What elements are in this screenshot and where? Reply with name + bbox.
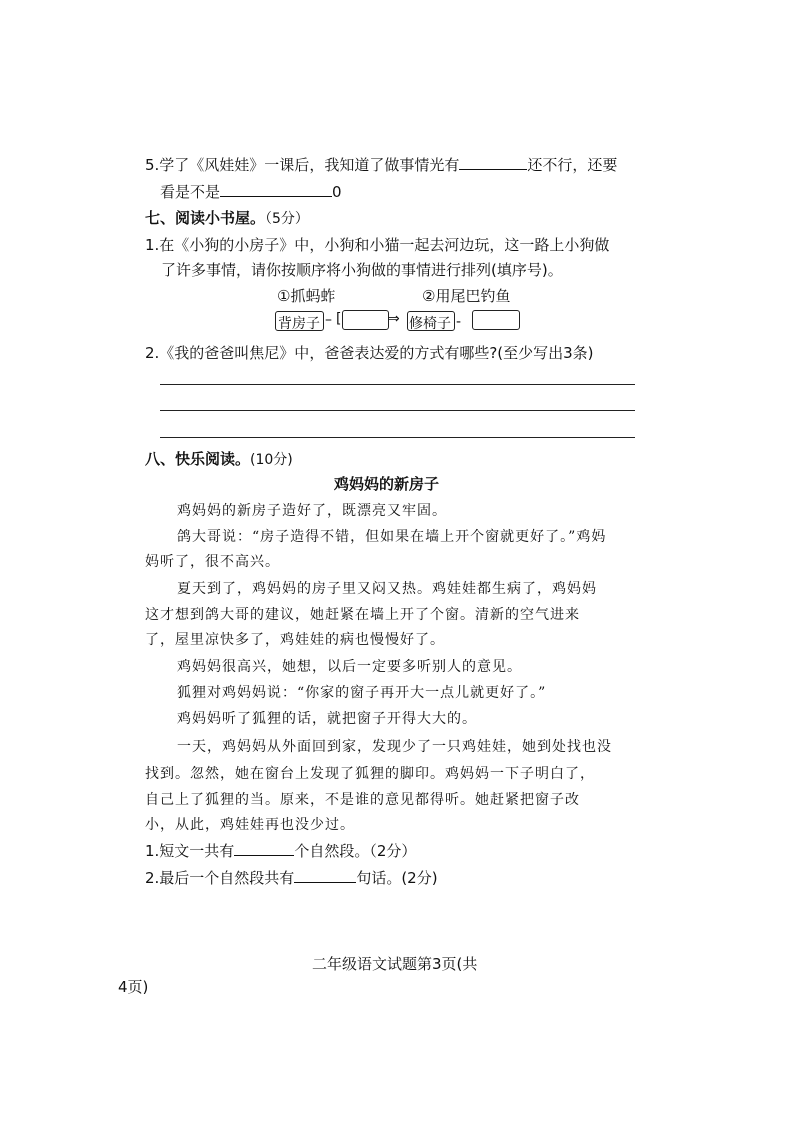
section7-heading: 七、阅读小书屋。（5分） <box>145 209 309 227</box>
story-p3-line1: 夏天到了，鸡妈妈的房子里又闷又热。鸡娃娃都生病了，鸡妈妈 <box>177 581 597 597</box>
seq-dash-1: – <box>325 312 332 328</box>
s7-option-2: ②用尾巴钓鱼 <box>422 287 511 305</box>
seq-dash-2: - <box>456 314 462 330</box>
story-p7-line2: 找到。忽然，她在窗台上发现了狐狸的脚印。鸡妈妈一下子明白了， <box>145 766 595 782</box>
seq-box-2-answer[interactable] <box>342 310 389 330</box>
seq-item-3: 修椅子 <box>409 316 451 332</box>
answer-line-1[interactable] <box>160 384 635 385</box>
story-p5: 狐狸对鸡妈妈说：“你家的窗子再开大一点儿就更好了。” <box>177 685 547 701</box>
s8-q1: 1.短文一共有 个自然段。（2分） <box>145 842 417 860</box>
story-p4: 鸡妈妈很高兴，她想，以后一定要多听别人的意见。 <box>177 659 522 675</box>
story-title: 鸡妈妈的新房子 <box>334 475 440 493</box>
story-p7-line1: 一天，鸡妈妈从外面回到家，发现少了一只鸡娃娃，她到处找也没 <box>177 739 612 755</box>
seq-arrow: ⇒ <box>388 311 400 327</box>
story-p1: 鸡妈妈的新房子造好了，既漂亮又牢固。 <box>177 503 447 519</box>
s7-option-1: ①抓蚂蚱 <box>277 287 336 305</box>
story-p7-line4: 小，从此，鸡娃娃再也没少过。 <box>145 817 355 833</box>
q5-blank-1[interactable] <box>459 155 527 170</box>
story-p3-line3: 了，屋里凉快多了，鸡娃娃的病也慢慢好了。 <box>145 632 445 648</box>
story-p2-line1: 鸽大哥说：“房子造得不错，但如果在墙上开个窗就更好了。”鸡妈 <box>177 529 607 545</box>
s8-q2-blank[interactable] <box>294 868 356 883</box>
s8-q2: 2.最后一个自然段共有 句话。(2分) <box>145 869 438 887</box>
seq-box-4-answer[interactable] <box>472 310 520 330</box>
page-footer-line2: 4页) <box>118 978 149 996</box>
seq-item-1: 背房子 <box>278 316 320 332</box>
answer-line-2[interactable] <box>160 410 635 411</box>
s7-q1-line2: 了许多事情，请你按顺序将小狗做的事情进行排列(填序号)。 <box>161 261 563 279</box>
s7-q2: 2.《我的爸爸叫焦尼》中，爸爸表达爱的方式有哪些?(至少写出3条) <box>145 344 594 362</box>
q5-line2: 看是不是 0 <box>160 183 342 201</box>
story-p2-line2: 妈听了，很不高兴。 <box>145 554 280 570</box>
q5-blank-2[interactable] <box>220 182 332 197</box>
seq-bracket: [ <box>336 311 342 327</box>
answer-line-3[interactable] <box>160 437 635 438</box>
page-footer-line1: 二年级语文试题第3页(共 <box>312 955 478 973</box>
section8-heading: 八、快乐阅读。(10分) <box>145 450 293 468</box>
story-p6: 鸡妈妈听了狐狸的话，就把窗子开得大大的。 <box>177 711 477 727</box>
story-p3-line2: 这才想到鸽大哥的建议，她赶紧在墙上开了个窗。清新的空气进来 <box>145 607 580 623</box>
s7-q1-line1: 1.在《小狗的小房子》中，小狗和小猫一起去河边玩，这一路上小狗做 <box>145 236 610 254</box>
s8-q1-blank[interactable] <box>234 841 294 856</box>
q5-line1: 5.学了《风娃娃》一课后，我知道了做事情光有 还不行，还要 <box>145 156 618 174</box>
story-p7-line3: 自己上了狐狸的当。原来，不是谁的意见都得听。她赶紧把窗子改 <box>145 792 580 808</box>
